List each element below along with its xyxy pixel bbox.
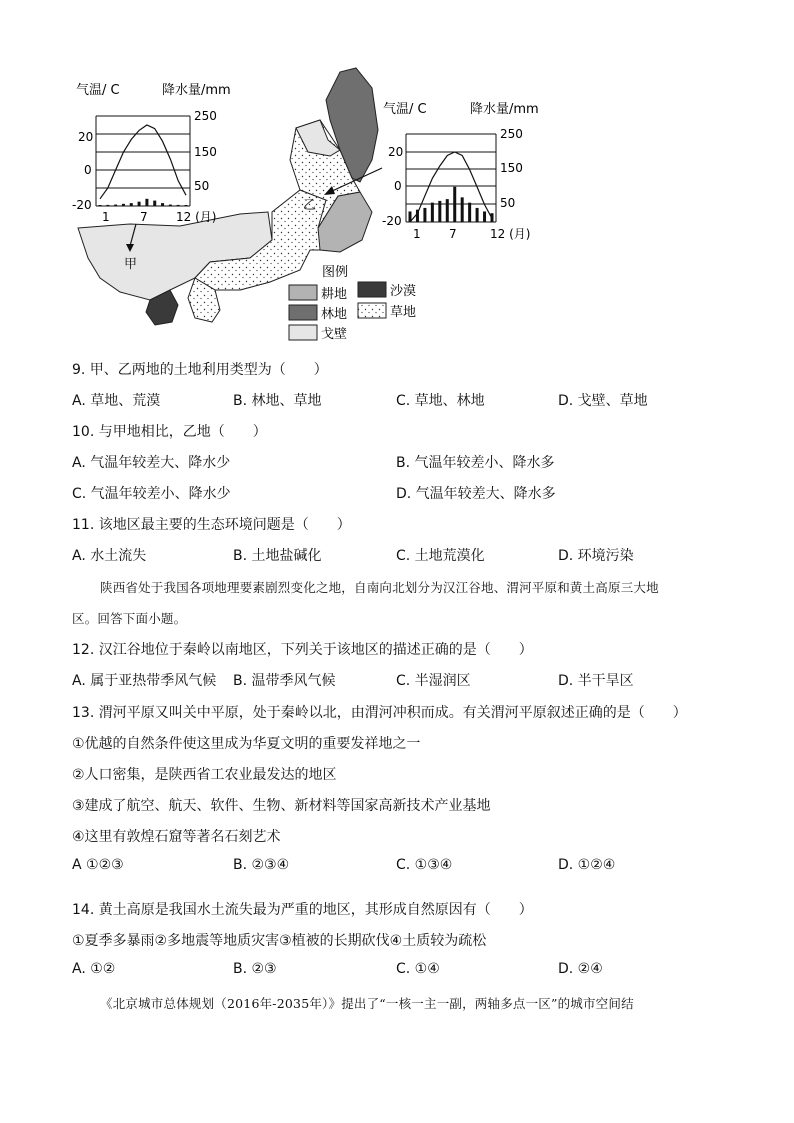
passage-beijing: 《北京城市总体规划（2016年-2035年）》提出了“一核一主一副，两轴多点一区”的城市空间结 [100,996,634,1011]
question-13-stem: 13. 渭河平原又叫关中平原，处于秦岭以北，由渭河冲积而成。有关渭河平原叙述正确的是（ ） [72,705,687,721]
right-precip-bar [476,208,479,222]
right-temperature-curve [410,152,492,222]
legend-swatch-farmland [289,285,317,300]
left-precip-bar [99,205,102,206]
left-x-tick-7: 7 [140,210,148,224]
left-y-tick-0: 0 [84,163,92,177]
q9-option-d[interactable]: D. 戈壁、草地 [558,393,648,409]
map-figure [0,0,794,345]
q13-statement-2: ②人口密集，是陕西省工农业最发达的地区 [72,767,337,783]
left-y2-tick-150: 150 [194,145,217,159]
legend-swatch-gobi [289,325,317,340]
question-12-stem: 12. 汉江谷地位于秦岭以南地区，下列关于该地区的描述正确的是（ ） [72,642,533,658]
left-precip-bar [130,203,133,206]
right-x-tick-12: 12 (月) [490,227,531,241]
q11-option-b[interactable]: B. 土地盐碱化 [233,548,322,564]
passage-shaanxi-line2: 区。回答下面小题。 [72,611,187,626]
right-x-tick-1: 1 [413,227,421,241]
right-y2-tick-250: 250 [500,127,523,141]
right-climate-chart [382,101,539,241]
place-jia-label: 甲 [124,257,138,272]
left-precip-bar [145,199,148,206]
right-precip-bar [468,203,471,222]
legend-swatch-grassland [358,303,386,318]
q14-option-d[interactable]: D. ②④ [558,961,603,977]
right-precip-bar [438,201,441,222]
q14-option-c[interactable]: C. ①④ [396,961,440,977]
left-precip-bar [161,203,164,206]
left-y-tick-20: 20 [78,130,94,144]
q10-option-b[interactable]: B. 气温年较差小、降水多 [396,455,555,471]
q11-option-d[interactable]: D. 环境污染 [558,548,634,564]
q12-option-b[interactable]: B. 温带季风气候 [233,673,336,689]
question-14-stem: 14. 黄土高原是我国水土流失最为严重的地区，其形成自然原因有（ ） [72,902,533,918]
right-precip-bar [431,203,434,222]
q10-option-c[interactable]: C. 气温年较差小、降水少 [72,486,231,502]
q11-option-a[interactable]: A. 水土流失 [72,548,147,564]
right-x-tick-7: 7 [449,227,457,241]
q14-statements: ①夏季多暴雨②多地震等地质灾害③植被的长期砍伐④土质较为疏松 [72,933,487,949]
left-x-tick-12: 12 (月) [176,210,217,224]
q10-option-a[interactable]: A. 气温年较差大、降水少 [72,455,231,471]
left-y-tick-neg20: -20 [72,198,92,212]
legend [289,265,416,342]
right-precip-bar [461,197,464,222]
legend-swatch-forest [289,305,317,320]
left-precip-bar [114,205,117,206]
legend-title: 图例 [322,265,349,280]
q13-statement-3: ③建成了航空、航天、软件、生物、新材料等国家高新技术产业基地 [72,798,491,814]
q14-option-b[interactable]: B. ②③ [233,961,277,977]
legend-label-gobi: 戈壁 [321,327,348,342]
left-x-tick-1: 1 [102,210,110,224]
q13-option-a[interactable]: A ①②③ [72,857,124,873]
left-precip-bar [106,205,109,206]
q14-option-a[interactable]: A. ①② [72,961,116,977]
right-precip-bar [423,208,426,222]
left-precip-bar [177,205,180,206]
q12-option-a[interactable]: A. 属于亚热带季风气候 [72,673,217,689]
right-precip-bar [446,199,449,222]
question-11-stem: 11. 该地区最主要的生态环境问题是（ ） [72,517,351,533]
left-y2-tick-250: 250 [194,109,217,123]
question-9-stem: 9. 甲、乙两地的土地利用类型为（ ） [72,362,328,378]
place-yi-label: 乙 [303,198,317,213]
q11-option-c[interactable]: C. 土地荒漠化 [396,548,485,564]
legend-label-forest: 林地 [321,307,348,322]
q12-option-c[interactable]: C. 半湿润区 [396,673,471,689]
q9-option-b[interactable]: B. 林地、草地 [233,393,322,409]
q13-option-d[interactable]: D. ①②④ [558,857,616,873]
legend-label-desert: 沙漠 [390,284,417,299]
right-precip-axis-label: 降水量/mm [470,102,539,117]
q10-option-d[interactable]: D. 气温年较差大、降水多 [396,486,556,502]
left-temp-axis-label: 气温/ C [76,83,120,98]
right-y2-tick-150: 150 [500,161,523,175]
left-precip-bar [138,202,141,206]
right-precip-bar [483,211,486,222]
legend-swatch-desert [358,282,386,297]
q12-option-d[interactable]: D. 半干旱区 [558,673,634,689]
right-y-tick-0: 0 [394,179,402,193]
question-10-stem: 10. 与甲地相比，乙地（ ） [72,424,267,440]
left-y2-tick-50: 50 [194,179,210,193]
left-precip-axis-label: 降水量/mm [162,83,231,98]
right-y2-tick-50: 50 [500,196,516,210]
q9-option-a[interactable]: A. 草地、荒漠 [72,393,161,409]
left-precip-bar [169,205,172,206]
left-climate-chart [72,82,231,224]
q13-option-c[interactable]: C. ①③④ [396,857,453,873]
passage-shaanxi-line1: 陕西省处于我国各项地理要素剧烈变化之地，自南向北划分为汉江谷地、渭河平原和黄土高原三大地 [100,580,659,595]
right-precip-bar [453,187,456,222]
right-y-tick-20: 20 [388,145,404,159]
q9-option-c[interactable]: C. 草地、林地 [396,393,485,409]
q13-statement-1: ①优越的自然条件使这里成为华夏文明的重要发祥地之一 [72,736,421,752]
legend-label-farmland: 耕地 [321,287,348,302]
q13-statement-4: ④这里有敦煌石窟等著名石刻艺术 [72,829,281,845]
left-precip-bar [185,205,188,206]
q13-option-b[interactable]: B. ②③④ [233,857,290,873]
left-precip-bar [153,201,156,206]
left-precip-bar [122,204,125,206]
right-y-tick-neg20: -20 [382,214,402,228]
legend-label-grassland: 草地 [390,305,417,320]
right-temp-axis-label: 气温/ C [383,102,427,117]
